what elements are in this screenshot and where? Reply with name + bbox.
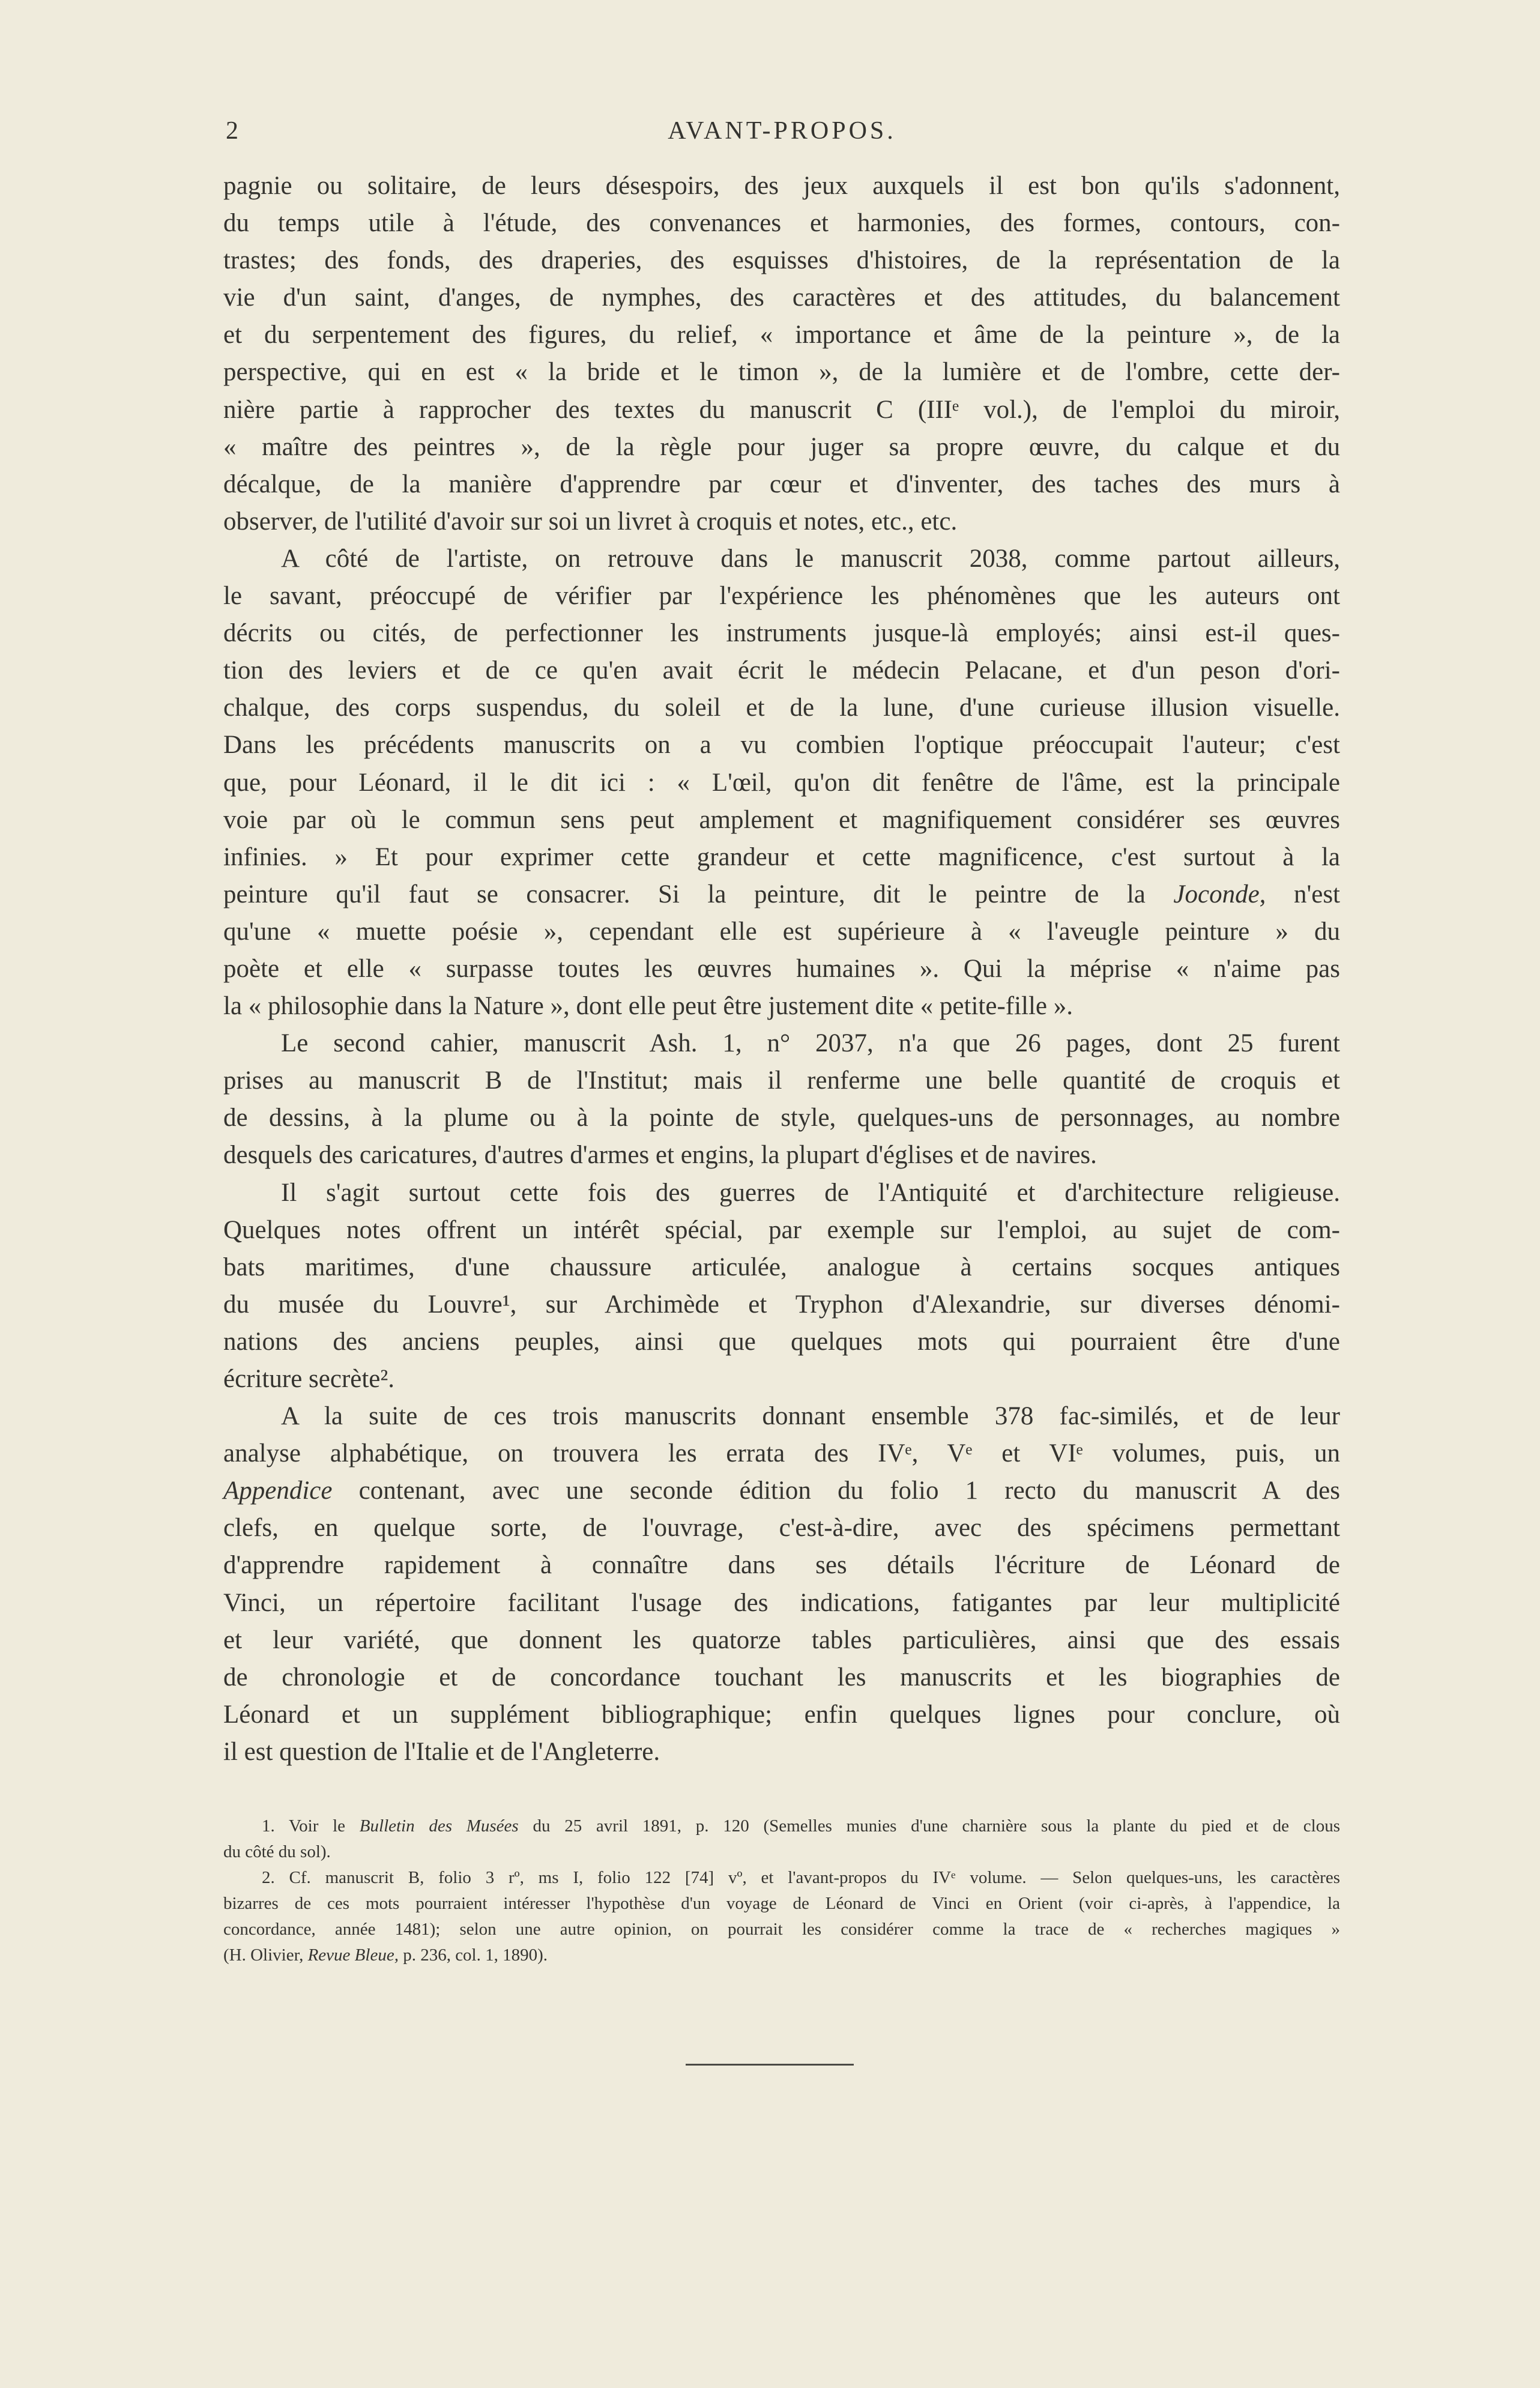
text-run: 1. Voir le (262, 1816, 360, 1836)
text-line: du musée du Louvre¹, sur Archimède et Tryphon d'Alexandrie, sur diverses dénomi- (223, 1290, 1340, 1319)
text-run: du 25 avril 1891, p. 120 (Semelles munies d'une charnière sous la plante du pied et de clous (518, 1816, 1341, 1836)
italic-text: Bulletin des Musées (359, 1816, 519, 1836)
paragraph (223, 168, 1340, 540)
text-line: « maître des peintres », de la règle pour juger sa propre œuvre, du calque et du (223, 432, 1340, 461)
italic-text: Joconde, (1173, 880, 1266, 908)
text-line: chalque, des corps suspendus, du soleil et de la lune, d'une curieuse illusion visuelle. (223, 694, 1340, 722)
text-line: nière partie à rapprocher des textes du manuscrit C (IIIᵉ vol.), de l'emploi du miroir, (223, 395, 1340, 424)
text-run: p. 236, col. 1, 1890). (398, 1945, 548, 1965)
text-line: Vinci, un répertoire facilitant l'usage des indications, fatigantes par leur multiplicité (223, 1588, 1340, 1617)
text-line: perspective, qui en est « la bride et le timon », de la lumière et de l'ombre, cette der- (223, 358, 1340, 387)
text-line: écriture secrète². (223, 1365, 395, 1393)
text-line: trastes; des fonds, des draperies, des esquisses d'histoires, de la représentation de la (223, 246, 1340, 275)
text-line: bizarres de ces mots pourraient intéresser l'hypothèse d'un voyage de Léonard de Vinci en Orient (voir ci-après, à l'appendice, la (223, 1894, 1340, 1913)
text-line: pagnie ou solitaire, de leurs désespoirs, des jeux auxquels il est bon qu'ils s'adonnent, (223, 172, 1340, 200)
text-line: bats maritimes, d'une chaussure articulée, analogue à certains socques antiques (223, 1253, 1340, 1281)
text-line: du côté du sol). (223, 1842, 331, 1861)
italic-text: Revue Bleue, (307, 1945, 399, 1965)
text-line: vie d'un saint, d'anges, de nymphes, des caractères et des attitudes, du balancement (223, 283, 1340, 312)
body-text (223, 168, 1340, 1771)
text-line (223, 1472, 1340, 1510)
text-line: analyse alphabétique, on trouvera les errata des IVᵉ, Vᵉ et VIᵉ volumes, puis, un (223, 1439, 1340, 1468)
text-line: infinies. » Et pour exprimer cette grandeur et cette magnificence, c'est surtout à la (223, 842, 1340, 871)
text-line: 2. Cf. manuscrit B, folio 3 rº, ms I, folio 122 [74] vº, et l'avant-propos du IVᵉ volume. — Selon quelques-uns, les caractères (262, 1868, 1340, 1887)
footnote (223, 1813, 1340, 1865)
end-rule-divider (686, 2064, 854, 2066)
text-line: de chronologie et de concordance touchant les manuscrits et les biographies de (223, 1663, 1340, 1691)
text-line: Le second cahier, manuscrit Ash. 1, n° 2037, n'a que 26 pages, dont 25 furent (281, 1029, 1340, 1058)
text-line: A la suite de ces trois manuscrits donnant ensemble 378 fac-similés, et de leur (281, 1402, 1340, 1431)
text-line: poète et elle « surpasse toutes les œuvres humaines ». Qui la méprise « n'aime pas (223, 954, 1340, 983)
text-line: clefs, en quelque sorte, de l'ouvrage, c'est-à-dire, avec des spécimens permettant (223, 1514, 1340, 1543)
text-line: tion des leviers et de ce qu'en avait écrit le médecin Pelacane, et d'un peson d'ori- (223, 656, 1340, 685)
text-line: il est question de l'Italie et de l'Angleterre. (223, 1737, 660, 1766)
text-line: décrits ou cités, de perfectionner les instruments jusque-là employés; ainsi est-il ques- (223, 619, 1340, 648)
footnote (223, 1865, 1340, 1968)
paragraph (223, 1174, 1340, 1398)
text-run: peinture qu'il faut se consacrer. Si la peinture, dit le peintre de la (223, 880, 1174, 908)
text-run: (H. Olivier, (223, 1945, 308, 1965)
italic-text: Appendice (223, 1477, 333, 1505)
text-line (223, 876, 1340, 913)
text-line: du temps utile à l'étude, des convenances et harmonies, des formes, contours, con- (223, 209, 1340, 238)
text-line: décalque, de la manière d'apprendre par cœur et d'inventer, des taches des murs à (223, 470, 1340, 498)
text-line: nations des anciens peuples, ainsi que quelques mots qui pourraient être d'une (223, 1327, 1340, 1356)
text-line (223, 1942, 1340, 1968)
text-line: desquels des caricatures, d'autres d'armes et engins, la plupart d'églises et de navires. (223, 1141, 1097, 1170)
text-line: A côté de l'artiste, on retrouve dans le manuscrit 2038, comme partout ailleurs, (281, 544, 1340, 573)
footnotes (223, 1813, 1340, 1968)
text-run: contenant, avec une seconde édition du folio 1 recto du manuscrit A des (332, 1477, 1340, 1505)
text-line: la « philosophie dans la Nature », dont elle peut être justement dite « petite-fille ». (223, 992, 1073, 1021)
text-line: le savant, préoccupé de vérifier par l'expérience les phénomènes que les auteurs ont (223, 582, 1340, 611)
running-title: AVANT-PROPOS. (668, 117, 896, 145)
text-line: voie par où le commun sens peut amplement et magnifiquement considérer ses œuvres (223, 805, 1340, 834)
page-number: 2 (226, 117, 238, 145)
text-line: Il s'agit surtout cette fois des guerres de l'Antiquité et d'architecture religieuse. (281, 1178, 1340, 1207)
text-run: n'est (1266, 880, 1341, 908)
text-line: de dessins, à la plume ou à la pointe de style, quelques-uns de personnages, au nombre (223, 1104, 1340, 1132)
text-line: et du serpentement des figures, du relief, « importance et âme de la peinture », de la (223, 321, 1340, 349)
paragraph (223, 1398, 1340, 1771)
text-line: observer, de l'utilité d'avoir sur soi un livret à croquis et notes, etc., etc. (223, 507, 958, 536)
text-line: d'apprendre rapidement à connaître dans ses détails l'écriture de Léonard de (223, 1551, 1340, 1580)
text-line: et leur variété, que donnent les quatorze tables particulières, ainsi que des essais (223, 1625, 1340, 1654)
text-line: Léonard et un supplément bibliographique; enfin quelques lignes pour conclure, où (223, 1700, 1340, 1729)
text-line: qu'une « muette poésie », cependant elle est supérieure à « l'aveugle peinture » du (223, 917, 1340, 946)
text-line: Quelques notes offrent un intérêt spécial, par exemple sur l'emploi, au sujet de com- (223, 1215, 1340, 1244)
paragraph (223, 1025, 1340, 1174)
text-line (223, 1813, 1340, 1839)
text-line: prises au manuscrit B de l'Institut; mais il renferme une belle quantité de croquis et (223, 1066, 1340, 1095)
text-line: que, pour Léonard, il le dit ici : « L'œil, qu'on dit fenêtre de l'âme, est la principale (223, 768, 1340, 797)
text-line: Dans les précédents manuscrits on a vu combien l'optique préoccupait l'auteur; c'est (223, 731, 1340, 760)
text-line: concordance, année 1481); selon une autre opinion, on pourrait les considérer comme la trace de « recherches magiques » (223, 1920, 1340, 1939)
paragraph (223, 540, 1340, 1025)
